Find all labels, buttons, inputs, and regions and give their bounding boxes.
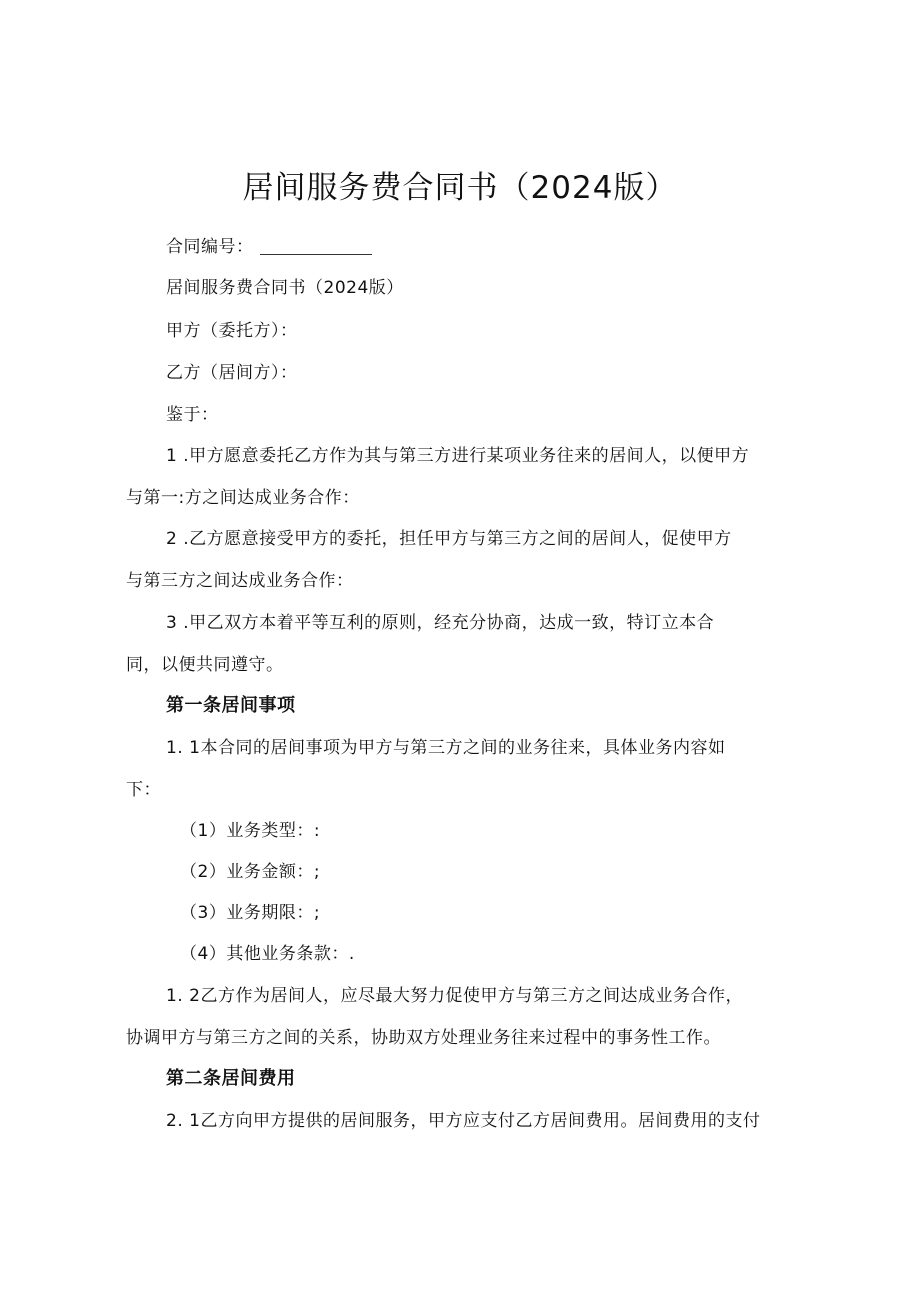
business-item-amount: （2）业务金额：; [180,862,321,882]
business-item-type: （1）业务类型：: [180,821,321,841]
contract-number-label: 合同编号： [166,237,254,257]
article-2-heading: 第二条居间费用 [166,1068,296,1089]
party-a-label: 甲方（委托方）： [166,321,298,341]
clause-1-2-line-1: 1. 2乙方作为居间人，应尽最大努力促使甲方与第三方之间达成业务合作， [166,986,743,1006]
contract-number-row [166,232,372,257]
recital-2-line-2: 与第三方之间达成业务合作： [126,571,354,591]
recital-2-line-1: 2 .乙方愿意接受甲方的委托，担任甲方与第三方之间的居间人，促使甲方 [166,529,732,549]
recital-1-line-2: 与第一:方之间达成业务合作： [126,488,360,508]
article-1-heading: 第一条居间事项 [166,695,296,716]
recital-3-line-2: 同，以便共同遵守。 [126,655,284,675]
clause-1-2-line-2: 协调甲方与第三方之间的关系，协助双方处理业务往来过程中的事务性工作。 [126,1028,721,1048]
whereas-label: 鉴于： [166,405,219,425]
clause-2-1-line-1: 2. 1乙方向甲方提供的居间服务，甲方应支付乙方居间费用。居间费用的支付 [166,1111,761,1131]
business-item-term: （3）业务期限：; [180,903,321,923]
contract-number-blank [260,240,372,255]
subtitle: 居间服务费合同书（2024版） [166,278,404,298]
clause-1-1-line-2: 下： [126,780,161,800]
recital-1-line-1: 1 .甲方愿意委托乙方作为其与第三方进行某项业务往来的居间人，以便甲方 [166,446,750,466]
clause-1-1-line-1: 1. 1本合同的居间事项为甲方与第三方之间的业务往来，具体业务内容如 [166,738,726,758]
party-b-label: 乙方（居间方）： [166,363,298,383]
recital-3-line-1: 3 .甲乙双方本着平等互利的原则，经充分协商，达成一致，特订立本合 [166,613,715,633]
document-title: 居间服务费合同书（2024版） [242,170,678,206]
business-item-other: （4）其他业务条款：. [180,944,355,964]
